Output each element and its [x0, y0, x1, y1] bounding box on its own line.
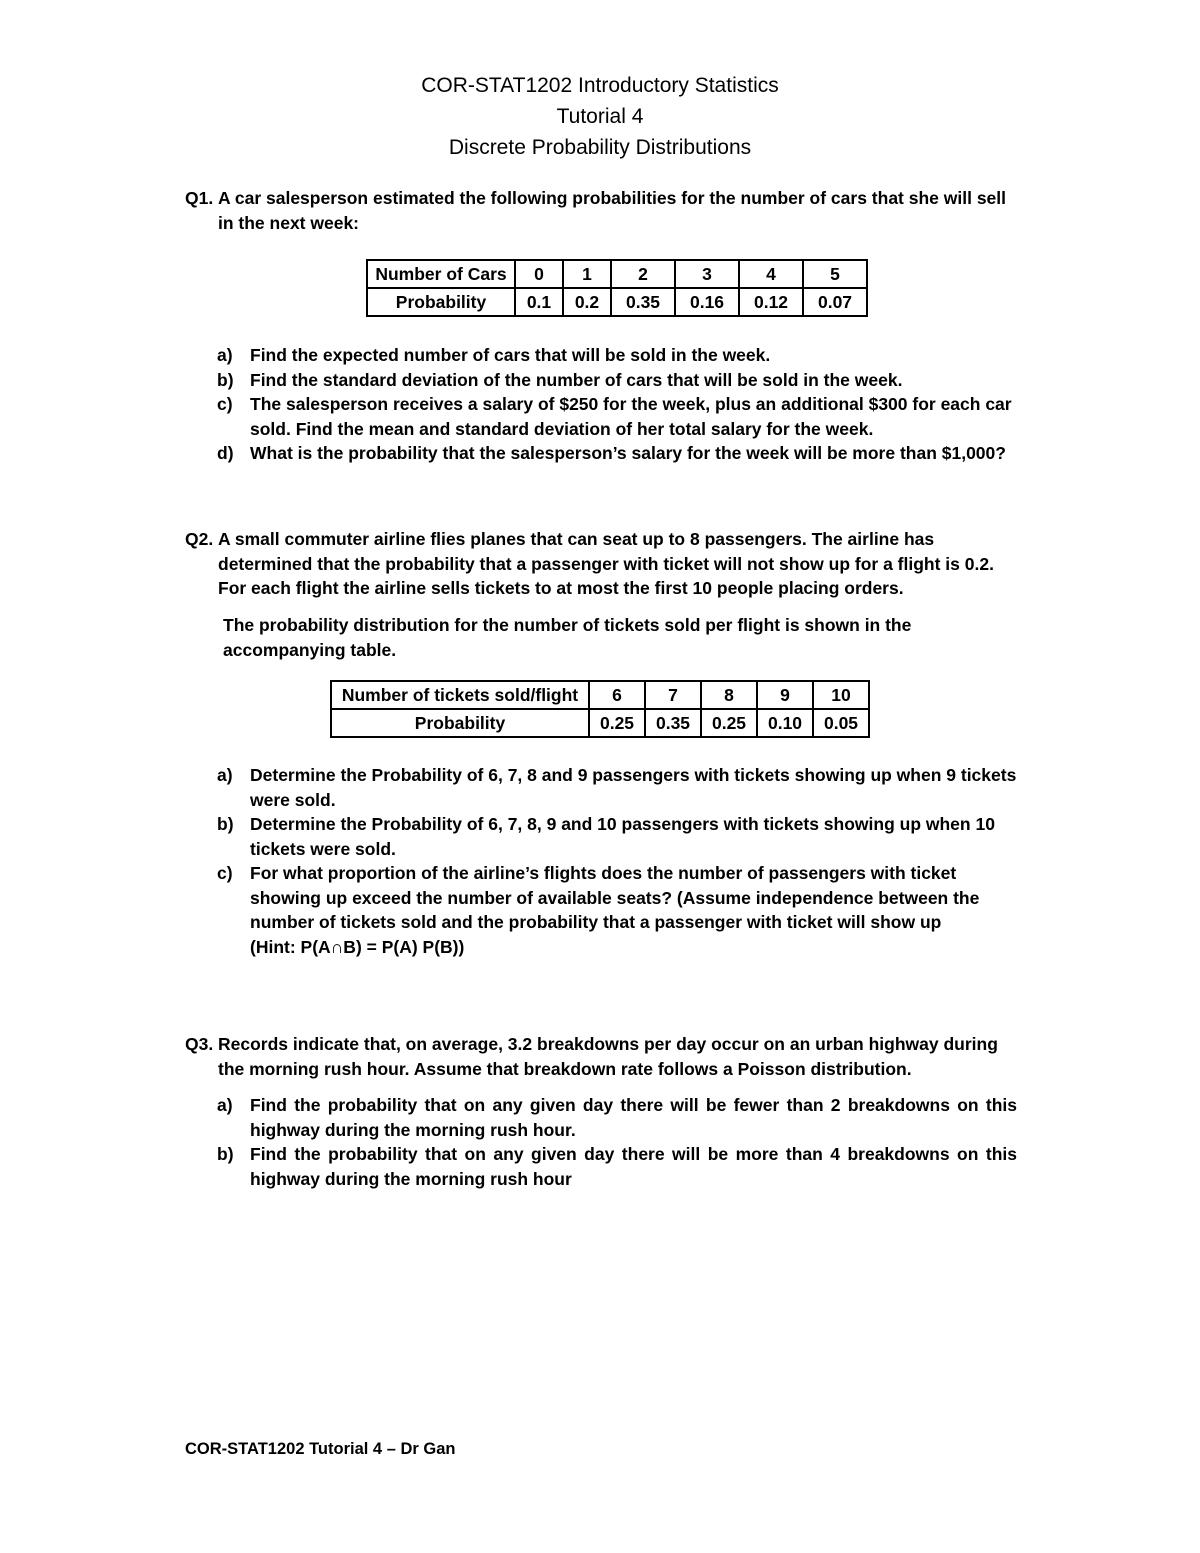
table-row-header: Probability	[331, 709, 589, 737]
question-1-parts	[217, 343, 1017, 466]
table-cell: 9	[757, 681, 813, 709]
part-text: Determine the Probability of 6, 7, 8 and 9 passengers with tickets showing up when 9 tickets were sold.	[250, 765, 1017, 810]
table-row	[367, 260, 867, 288]
question-1-label: Q1.	[185, 188, 214, 208]
table-cell: 3	[675, 260, 739, 288]
part-label: a)	[217, 345, 233, 365]
list-item	[217, 368, 1017, 393]
part-text: Find the probability that on any given day there will be more than 4 breakdowns on this highway during the morning rush hour	[250, 1144, 1017, 1189]
table-row	[367, 288, 867, 316]
table-row	[331, 681, 869, 709]
table-cell: 1	[563, 260, 611, 288]
question-3-parts	[217, 1093, 1017, 1191]
list-item	[217, 1093, 1017, 1142]
table-cell: 6	[589, 681, 645, 709]
list-item	[217, 343, 1017, 368]
part-label: b)	[217, 369, 234, 390]
part-label	[217, 935, 250, 960]
part-label: d)	[217, 443, 234, 463]
course-title: COR-STAT1202 Introductory Statistics	[421, 74, 779, 97]
table-cell: 5	[803, 260, 867, 288]
table-cell: 0.2	[563, 288, 611, 316]
q1-distribution-table	[366, 259, 868, 317]
document-title	[0, 70, 1200, 163]
question-2-label: Q2.	[185, 529, 214, 549]
list-item	[217, 935, 1017, 960]
list-item	[217, 861, 1017, 935]
part-label: c)	[217, 394, 233, 414]
table-cell: 4	[739, 260, 803, 288]
table-cell: 0.35	[611, 288, 675, 316]
part-text: Find the expected number of cars that will be sold in the week.	[250, 345, 771, 365]
list-item	[217, 441, 1017, 466]
tutorial-title: Tutorial 4	[556, 105, 644, 128]
part-label: a)	[217, 1095, 233, 1115]
question-3-label: Q3.	[185, 1034, 214, 1054]
table-cell: 7	[645, 681, 701, 709]
part-label: a)	[217, 765, 233, 785]
table-cell: 0.1	[515, 288, 563, 316]
question-2-paragraph: The probability distribution for the number of tickets sold per flight is shown in the accompanying table.	[223, 615, 912, 660]
table-cell: 0.16	[675, 288, 739, 316]
table-cell: 0.05	[813, 709, 869, 737]
part-text: Determine the Probability of 6, 7, 8, 9 and 10 passengers with tickets showing up when 10 tickets were sold.	[250, 814, 995, 859]
part-label: c)	[217, 863, 233, 883]
table-cell: 0.35	[645, 709, 701, 737]
table-row-header: Number of Cars	[367, 260, 515, 288]
page-footer: COR-STAT1202 Tutorial 4 – Dr Gan	[185, 1440, 456, 1458]
question-3	[185, 1032, 1025, 1081]
q2-distribution-table	[330, 680, 870, 738]
topic-title: Discrete Probability Distributions	[448, 136, 752, 159]
question-2-parts	[217, 763, 1017, 959]
table-cell: 0.25	[589, 709, 645, 737]
table-row	[331, 709, 869, 737]
question-2	[185, 527, 1005, 601]
part-label: b)	[217, 814, 234, 834]
part-text: Find the probability that on any given day there will be fewer than 2 breakdowns on this highway during the morning rush hour.	[250, 1095, 1017, 1140]
question-2-text: A small commuter airline flies planes that can seat up to 8 passengers. The airline has determined that the probability that a passenger with ticket will not show up for a flight is 0.2. For each flight the airline sells tickets to at most the first 10 people placing orders.	[218, 529, 994, 598]
part-text: Find the standard deviation of the number of cars that will be sold in the week.	[250, 369, 903, 390]
table-row-header: Probability	[367, 288, 515, 316]
table-row-header: Number of tickets sold/flight	[331, 681, 589, 709]
table-cell: 8	[701, 681, 757, 709]
part-text: For what proportion of the airline’s flights does the number of passengers with ticket showing up exceed the number of available seats? (Assume independence between the number of tickets sold and the probability that a passenger with ticket will show up	[250, 863, 980, 932]
part-label: b)	[217, 1144, 234, 1164]
part-text: What is the probability that the salesperson’s salary for the week will be more than $1,000?	[250, 443, 1006, 463]
question-1	[185, 186, 1025, 235]
question-3-text: Records indicate that, on average, 3.2 breakdowns per day occur on an urban highway during the morning rush hour. Assume that breakdown rate follows a Poisson distribution.	[218, 1034, 998, 1079]
table-cell: 10	[813, 681, 869, 709]
table-cell: 0.10	[757, 709, 813, 737]
hint-text: (Hint: P(A∩B) = P(A) P(B))	[250, 936, 465, 957]
list-item	[217, 812, 1017, 861]
table-cell: 0.12	[739, 288, 803, 316]
table-cell: 0	[515, 260, 563, 288]
list-item	[217, 763, 1017, 812]
list-item	[217, 1142, 1017, 1191]
table-cell: 0.25	[701, 709, 757, 737]
list-item	[217, 392, 1017, 441]
question-1-text: A car salesperson estimated the following probabilities for the number of cars that she will sell in the next week:	[218, 188, 1007, 233]
part-text: The salesperson receives a salary of $250 for the week, plus an additional $300 for each car sold. Find the mean and standard deviation of her total salary for the week.	[250, 394, 1012, 439]
table-cell: 2	[611, 260, 675, 288]
table-cell: 0.07	[803, 288, 867, 316]
